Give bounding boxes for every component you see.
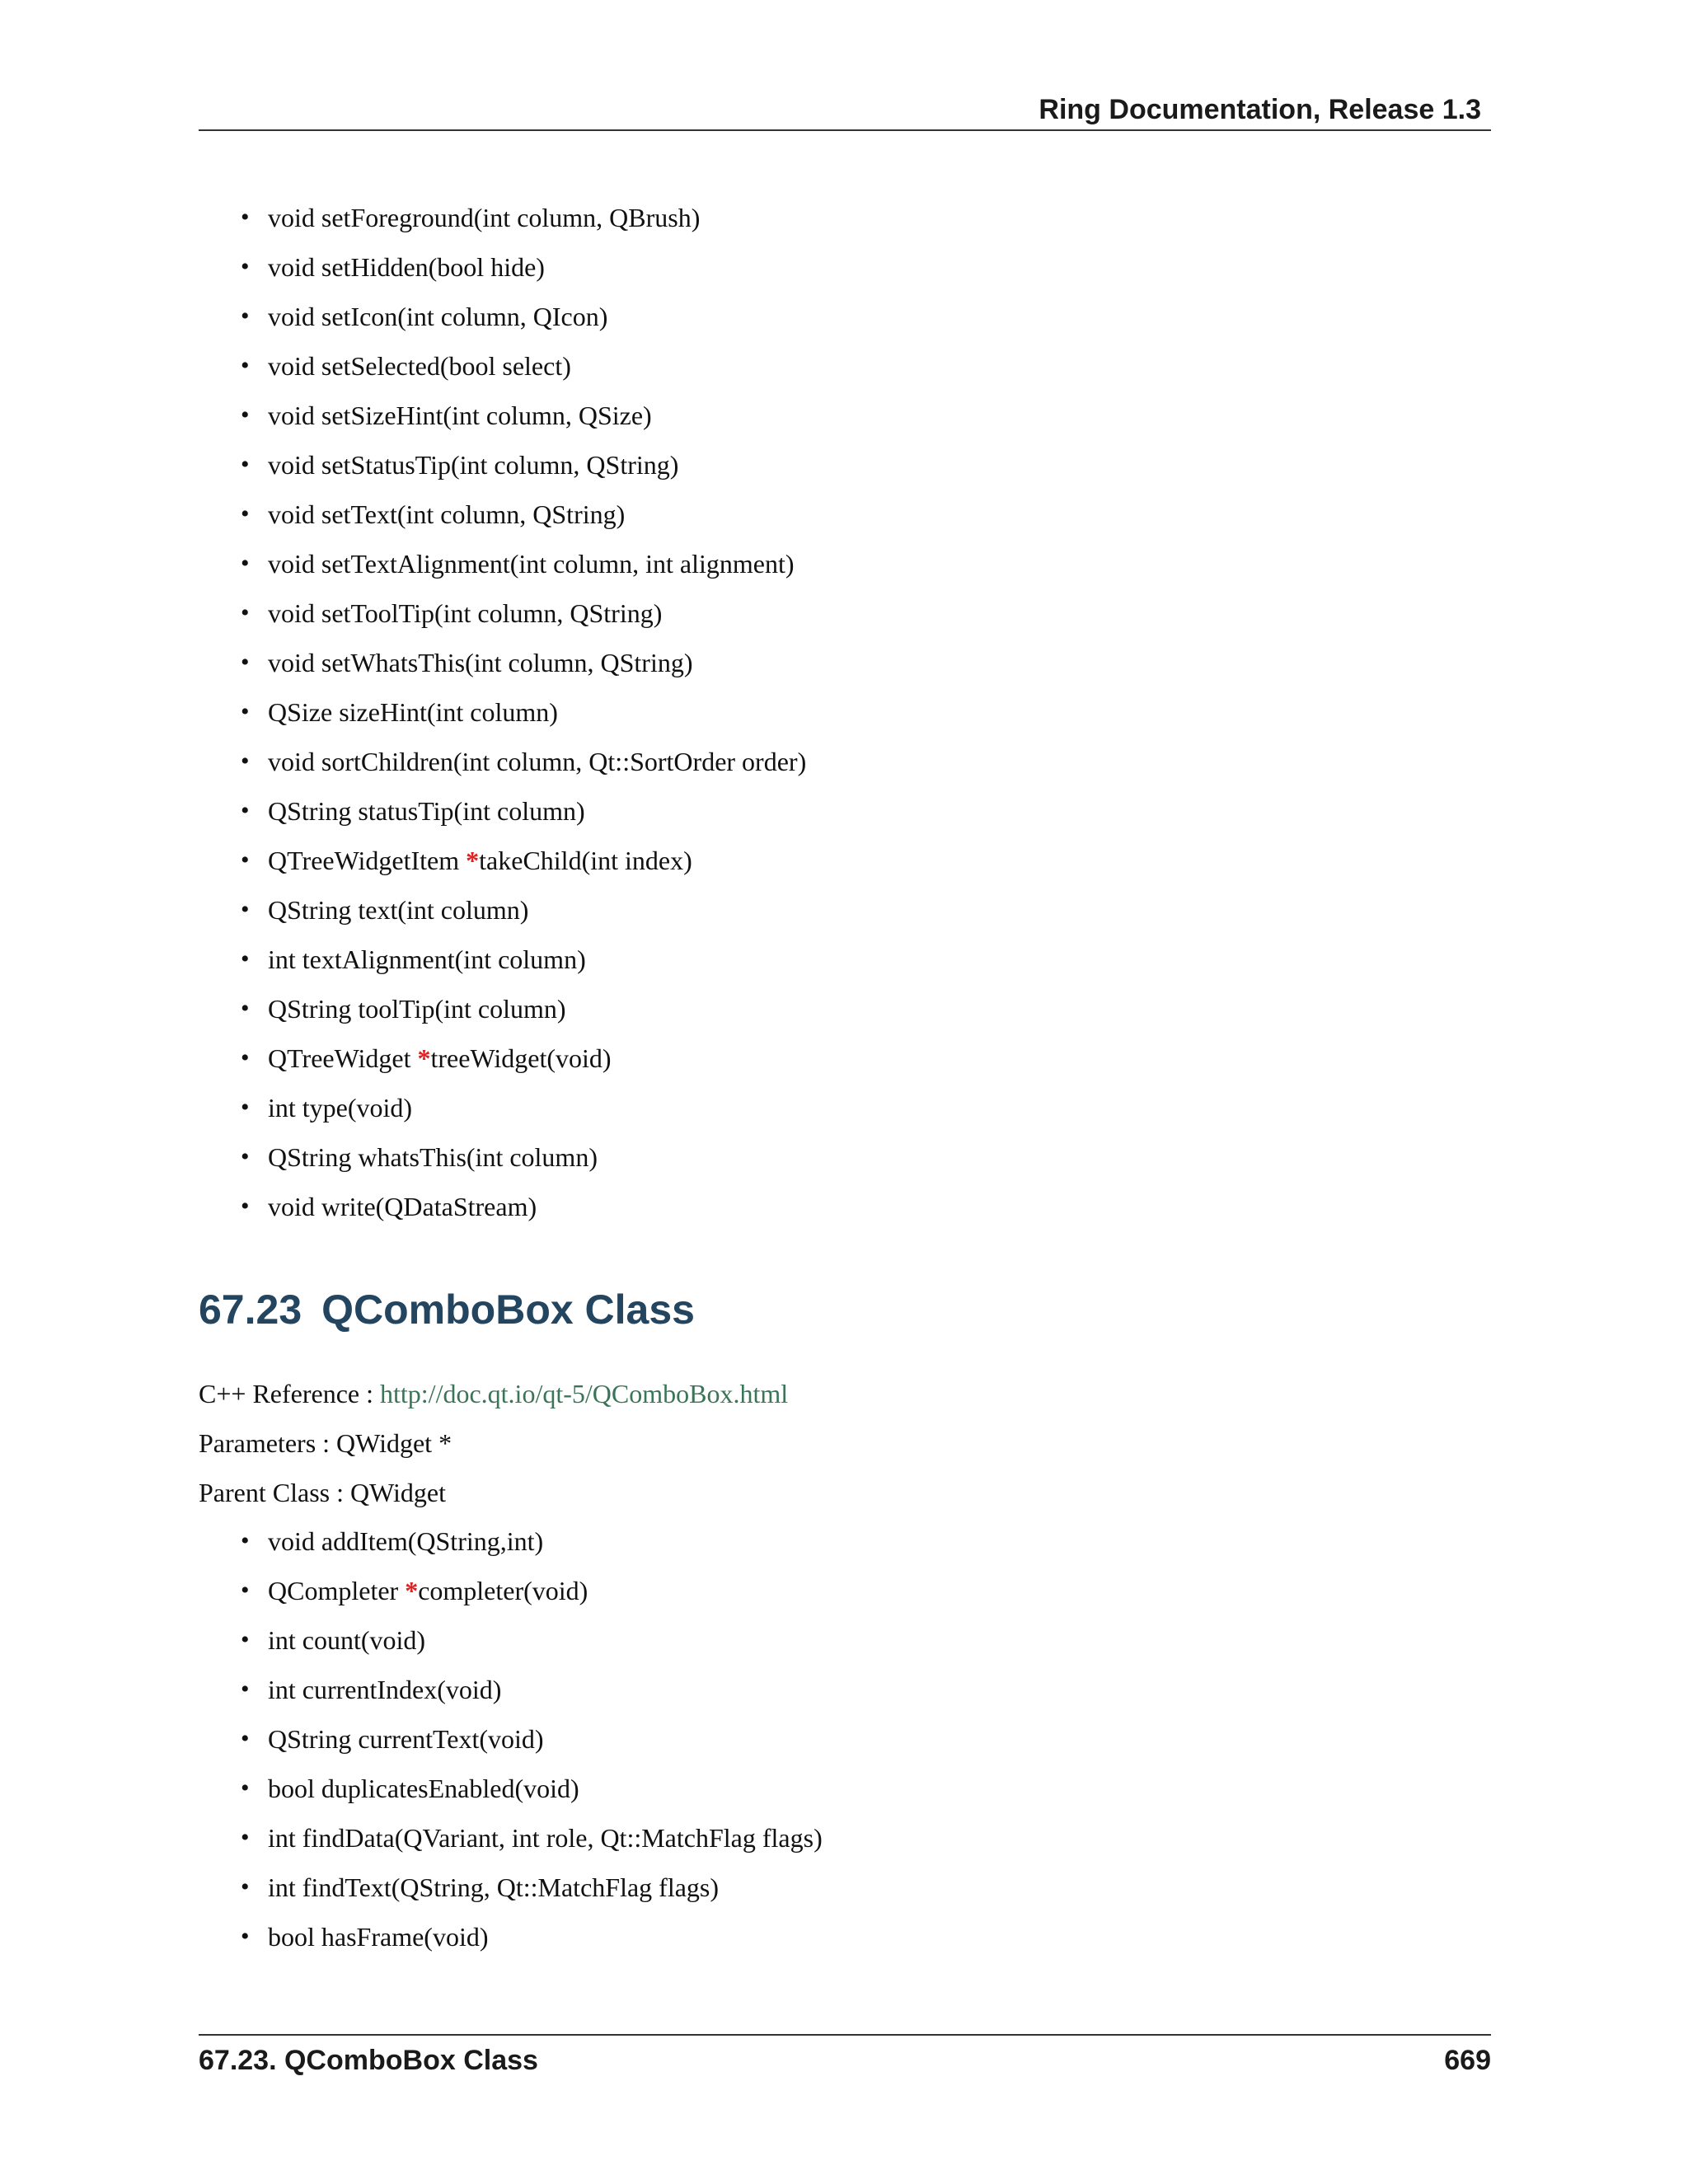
section-heading (199, 1283, 695, 1336)
list-item (0, 193, 806, 242)
list-item (0, 687, 806, 737)
list-item (0, 984, 806, 1033)
item-text: takeChild(int index) (479, 846, 692, 875)
list-item (0, 440, 806, 490)
item-text: int findText(QString, Qt::MatchFlag flags) (268, 1872, 720, 1902)
list-item (0, 1566, 823, 1615)
bullet-icon: • (241, 1626, 250, 1653)
list-item (0, 737, 806, 786)
bullet-icon: • (241, 748, 250, 775)
item-text: QString whatsThis(int column) (268, 1142, 598, 1172)
list-item (0, 588, 806, 638)
bullet-icon: • (241, 649, 250, 676)
item-text: void setHidden(bool hide) (268, 252, 545, 282)
bullet-icon: • (241, 797, 250, 824)
list-item (0, 1714, 823, 1764)
bullet-icon: • (241, 1094, 250, 1121)
bullet-icon: • (241, 698, 250, 725)
list-item (0, 1863, 823, 1912)
list-item (0, 242, 806, 292)
item-text: int findData(QVariant, int role, Qt::MatchFlag flags) (268, 1823, 823, 1853)
list-item (0, 1912, 823, 1961)
item-text: void setWhatsThis(int column, QString) (268, 648, 693, 677)
bullet-icon: • (241, 1774, 250, 1802)
bullet-icon: • (241, 1824, 250, 1851)
item-text: void setSelected(bool select) (268, 351, 571, 381)
cpp-reference-link[interactable]: http://doc.qt.io/qt-5/QComboBox.html (380, 1379, 789, 1408)
list-item (0, 490, 806, 539)
list-item (0, 1516, 823, 1566)
item-text: QString currentText(void) (268, 1724, 544, 1754)
bullet-icon: • (241, 1725, 250, 1752)
page-number: 669 (1444, 2045, 1491, 2076)
bullet-icon: • (241, 1675, 250, 1703)
list-item (0, 836, 806, 885)
item-text: QTreeWidgetItem (268, 846, 467, 875)
header-title: Ring Documentation, Release 1.3 (1039, 94, 1481, 125)
bullet-icon: • (241, 451, 250, 478)
item-text: QTreeWidget (268, 1043, 418, 1073)
list-item (0, 1813, 823, 1863)
bullet-icon: • (241, 945, 250, 972)
item-text: int type(void) (268, 1093, 413, 1122)
bullet-icon: • (241, 896, 250, 923)
bullet-icon: • (241, 1577, 250, 1604)
list-item (0, 638, 806, 687)
bullet-icon: • (241, 1044, 250, 1071)
list-item (0, 341, 806, 391)
list-item (0, 539, 806, 588)
item-text: void setIcon(int column, QIcon) (268, 302, 608, 331)
list-item (0, 1132, 806, 1182)
list-item (0, 1083, 806, 1132)
list-item (0, 1615, 823, 1665)
cpp-reference-label: C++ Reference : (199, 1379, 380, 1408)
item-text: QString statusTip(int column) (268, 796, 585, 826)
list-item (0, 1182, 806, 1231)
item-text: void setStatusTip(int column, QString) (268, 450, 679, 480)
bullet-icon: • (241, 1873, 250, 1900)
list-item (0, 292, 806, 341)
bullet-icon: • (241, 401, 250, 429)
item-text: int currentIndex(void) (268, 1675, 502, 1704)
item-text: void setForeground(int column, QBrush) (268, 203, 701, 232)
item-text: void sortChildren(int column, Qt::SortOrder order) (268, 747, 807, 776)
item-text: void write(QDataStream) (268, 1192, 537, 1221)
bullet-icon: • (241, 253, 250, 280)
list-item (0, 1033, 806, 1083)
list-item (0, 391, 806, 440)
bullet-icon: • (241, 550, 250, 577)
bullet-icon: • (241, 846, 250, 874)
item-text: void setTextAlignment(int column, int alignment) (268, 549, 795, 579)
item-text: QString text(int column) (268, 895, 529, 925)
bullet-icon: • (241, 1923, 250, 1950)
cpp-reference-line (199, 1369, 788, 1418)
item-text: QCompleter (268, 1576, 406, 1605)
parameters-line: Parameters : QWidget * (199, 1428, 452, 1458)
list-item (0, 1764, 823, 1813)
list-item (0, 786, 806, 836)
item-text: void setSizeHint(int column, QSize) (268, 401, 652, 430)
section-title: QComboBox Class (321, 1286, 695, 1333)
bullet-icon: • (241, 1527, 250, 1554)
item-text: bool duplicatesEnabled(void) (268, 1774, 579, 1803)
list-item (0, 1665, 823, 1714)
method-list-qcombobox (0, 1516, 823, 1961)
bullet-icon: • (241, 500, 250, 527)
list-item (0, 885, 806, 935)
method-list-qtreewidgetitem (0, 193, 806, 1231)
item-text: void setText(int column, QString) (268, 499, 626, 529)
bullet-icon: • (241, 352, 250, 379)
item-text: QSize sizeHint(int column) (268, 697, 558, 727)
item-text: void setToolTip(int column, QString) (268, 598, 663, 628)
bullet-icon: • (241, 599, 250, 626)
item-text: completer(void) (418, 1576, 588, 1605)
parent-class-line: Parent Class : QWidget (199, 1478, 446, 1507)
bullet-icon: • (241, 204, 250, 231)
list-item (0, 935, 806, 984)
bullet-icon: • (241, 302, 250, 330)
footer-rule (199, 2034, 1491, 2036)
pointer-star: * (466, 846, 480, 875)
item-text: bool hasFrame(void) (268, 1922, 489, 1952)
bullet-icon: • (241, 1143, 250, 1170)
section-number: 67.23 (199, 1286, 302, 1333)
pointer-star: * (405, 1576, 419, 1605)
item-text: int textAlignment(int column) (268, 944, 586, 974)
item-text: treeWidget(void) (430, 1043, 612, 1073)
item-text: int count(void) (268, 1625, 426, 1655)
pointer-star: * (417, 1043, 431, 1073)
bullet-icon: • (241, 995, 250, 1022)
header-rule (199, 129, 1491, 131)
item-text: void addItem(QString,int) (268, 1526, 544, 1556)
footer-section: 67.23. QComboBox Class (199, 2045, 538, 2076)
bullet-icon: • (241, 1193, 250, 1220)
item-text: QString toolTip(int column) (268, 994, 566, 1024)
